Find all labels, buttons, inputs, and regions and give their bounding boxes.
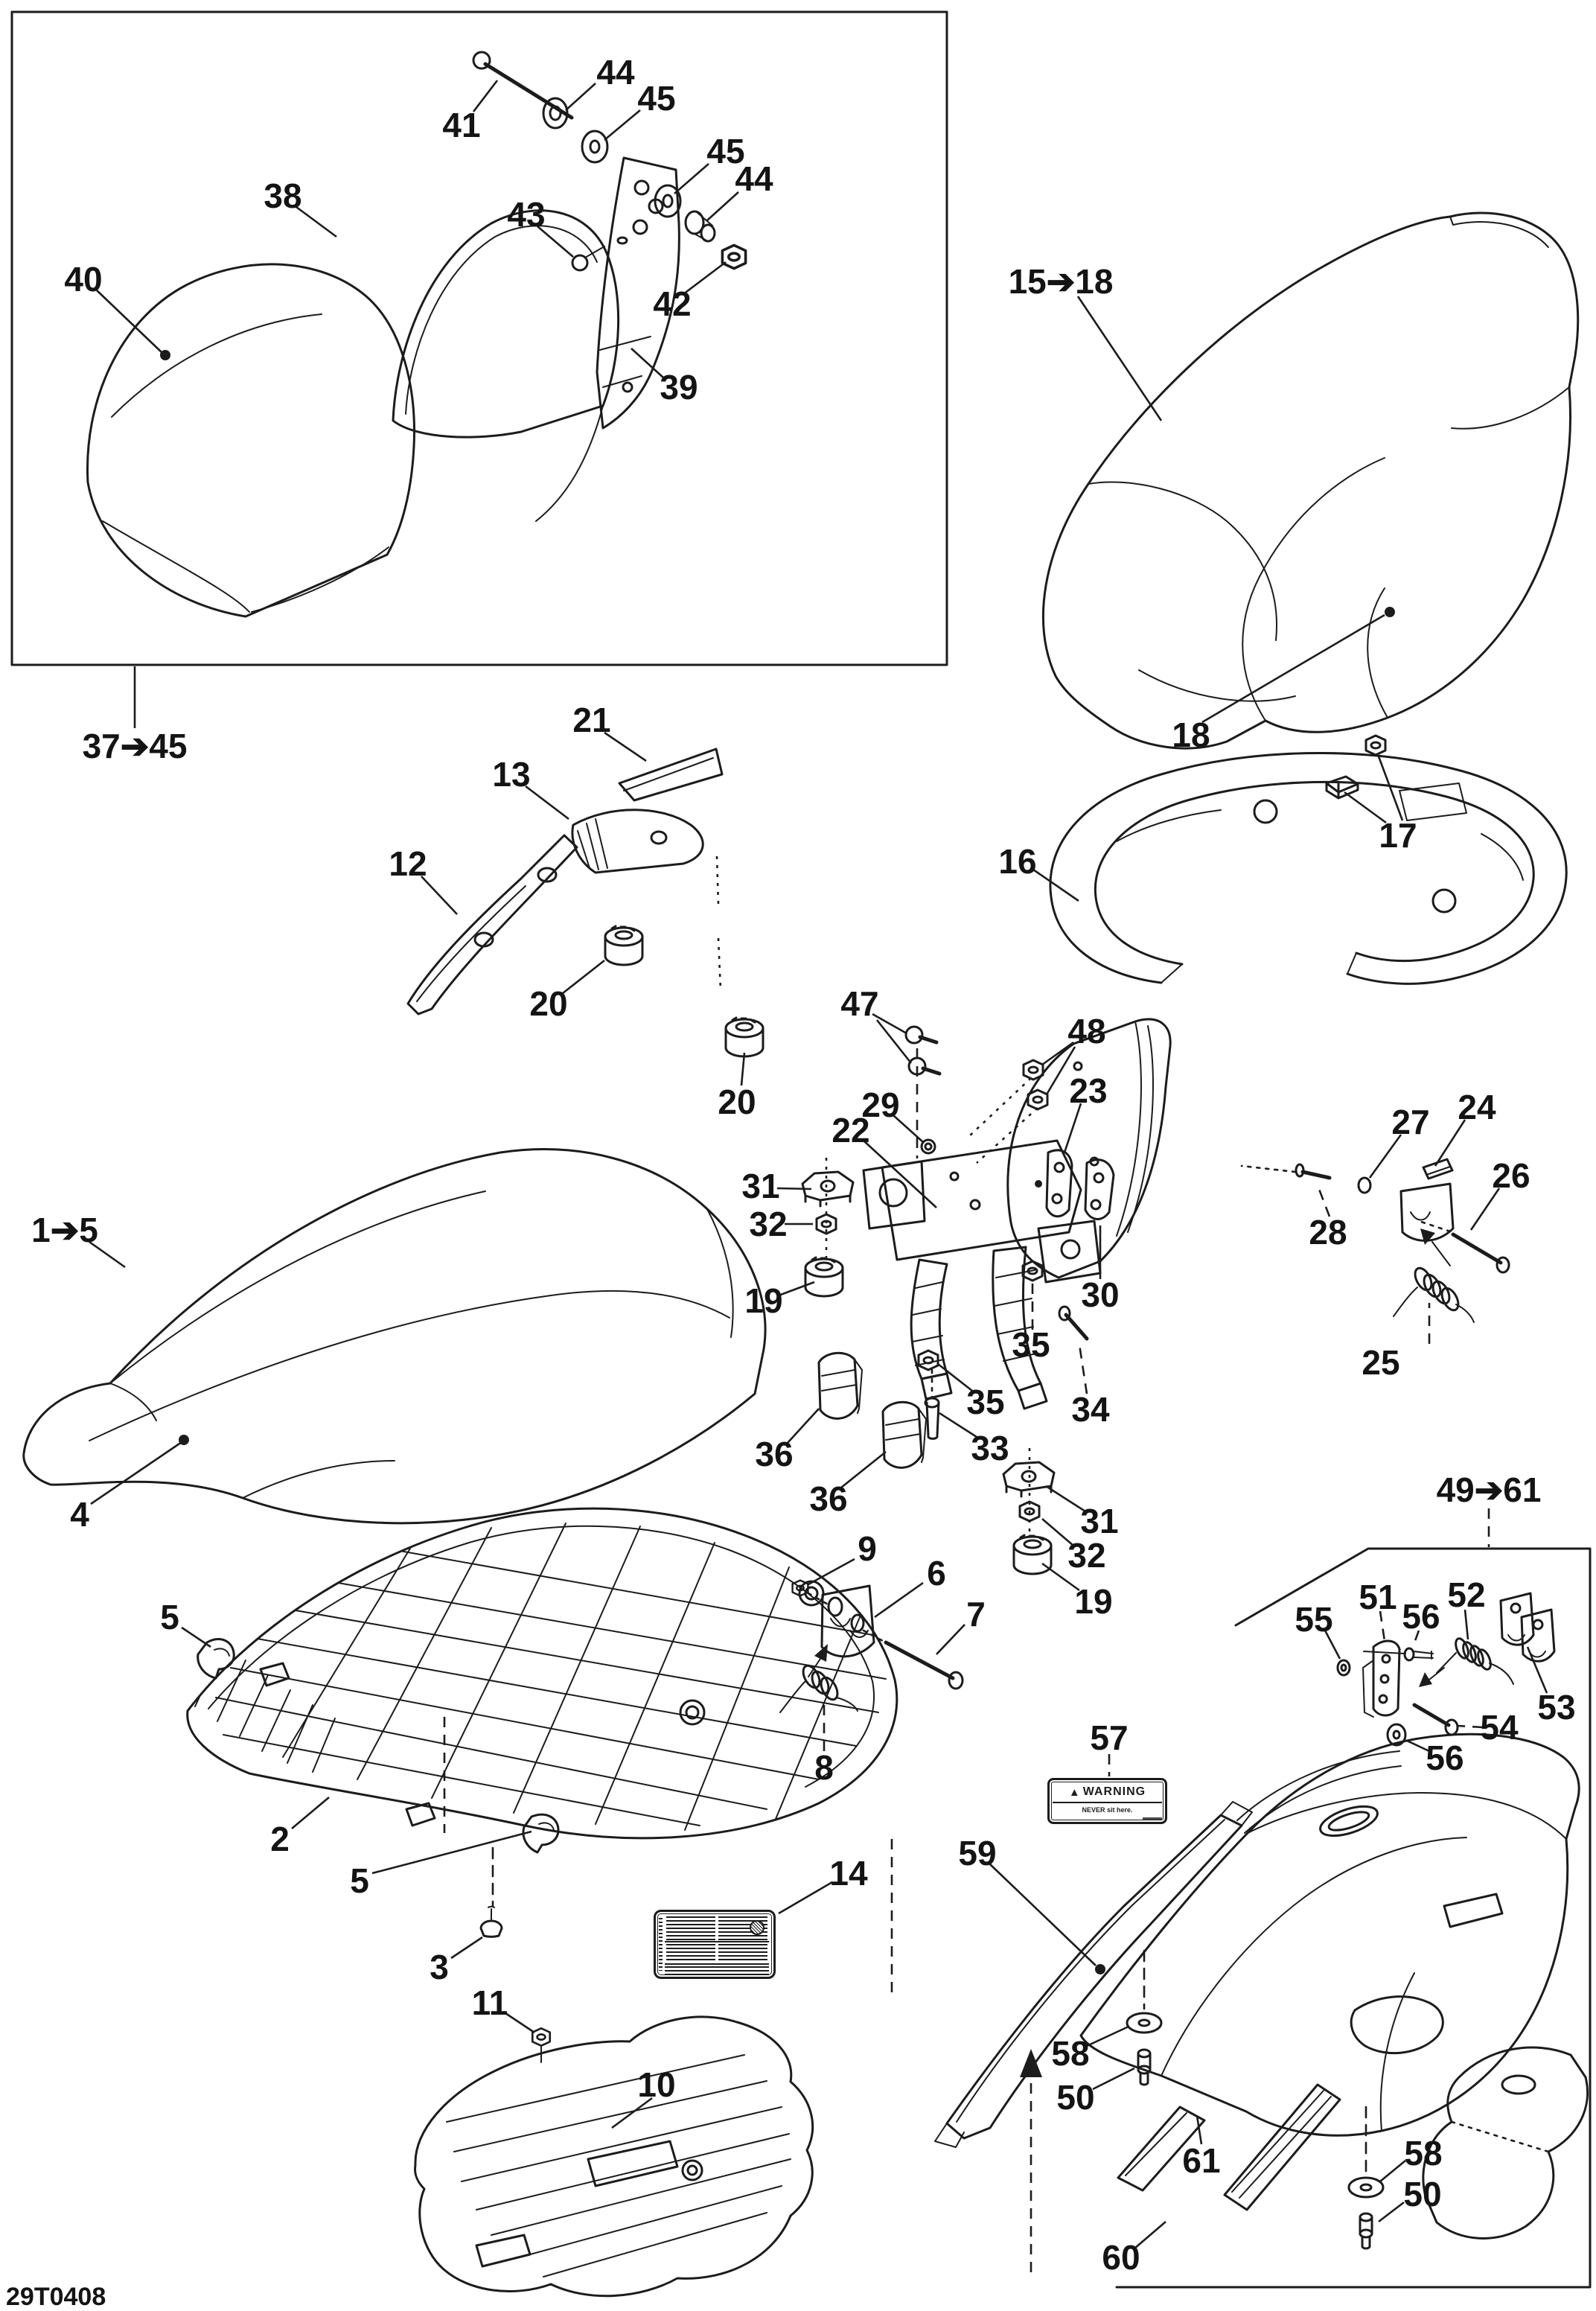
callout-56-63: 56 xyxy=(1426,1738,1464,1777)
callout-31-35: 31 xyxy=(1080,1502,1119,1540)
leader-28 xyxy=(1318,1185,1330,1217)
callout-34-30: 34 xyxy=(1071,1390,1110,1429)
warning-decal-title: WARNING xyxy=(1082,1785,1146,1798)
leader-24 xyxy=(1435,1120,1465,1166)
leader-31 xyxy=(777,1188,811,1189)
callout-14-53: 14 xyxy=(829,1854,868,1893)
callout-56-59: 56 xyxy=(1402,1597,1440,1636)
leader-44 xyxy=(566,83,596,110)
support-bracket-drawing xyxy=(1423,2047,1588,2238)
callout-21-15: 21 xyxy=(572,701,611,739)
bushing-20b-drawing xyxy=(726,1018,763,1056)
callout-19-37: 19 xyxy=(1074,1582,1113,1621)
callout-20-18: 20 xyxy=(529,984,568,1023)
leader-dot-18 xyxy=(1385,607,1395,617)
leader-5 xyxy=(372,1832,532,1873)
callout-43-5: 43 xyxy=(507,195,546,234)
rear-rack-drawing xyxy=(1050,753,1566,984)
microtext-block xyxy=(666,1944,715,1962)
latch-plate-30-drawing xyxy=(1085,1160,1114,1220)
seat-pan-drawing xyxy=(188,1508,897,1838)
callout-44-4: 44 xyxy=(735,159,773,198)
certification-decal-row3 xyxy=(665,1966,769,1977)
construction-line xyxy=(969,1078,1038,1163)
leader-dot-59 xyxy=(1095,1964,1105,1974)
certification-emblem-icon xyxy=(750,1920,765,1935)
hook-36b-drawing xyxy=(883,1402,926,1467)
callout-10-55: 10 xyxy=(637,2065,676,2104)
rack-fasteners-drawing xyxy=(1327,736,1385,798)
callout-24-43: 24 xyxy=(1458,1088,1496,1126)
leader-5 xyxy=(182,1628,211,1647)
callout-19-27: 19 xyxy=(744,1281,783,1320)
bushing-20a-drawing xyxy=(605,926,642,965)
callout-3-52: 3 xyxy=(430,1948,449,1986)
leader-58 xyxy=(1087,2027,1129,2046)
callout-49➔61-56: 49➔61 xyxy=(1436,1470,1542,1509)
seat-base-drawing xyxy=(24,1150,765,1523)
leader-20 xyxy=(563,960,604,993)
callout-28-45: 28 xyxy=(1309,1213,1347,1252)
callout-22-24: 22 xyxy=(831,1111,870,1150)
callout-4-48: 4 xyxy=(70,1495,89,1534)
leader-58 xyxy=(1380,2161,1405,2181)
warning-decal xyxy=(1047,1778,1167,1824)
callout-8-41: 8 xyxy=(814,1748,834,1787)
leader-59 xyxy=(990,1864,1096,1966)
callout-45-2: 45 xyxy=(637,79,676,118)
certification-decal-row2 xyxy=(665,1942,769,1965)
callout-58-69: 58 xyxy=(1404,2134,1443,2173)
callout-16-13: 16 xyxy=(998,842,1037,881)
callout-31-25: 31 xyxy=(741,1167,780,1205)
callout-2-49: 2 xyxy=(270,1820,290,1858)
callout-35-31: 35 xyxy=(966,1383,1005,1421)
callout-52-60: 52 xyxy=(1447,1575,1486,1614)
leader-36 xyxy=(841,1452,886,1488)
callout-54-62: 54 xyxy=(1480,1708,1519,1747)
certification-decal xyxy=(654,1910,776,1979)
callout-20-19: 20 xyxy=(718,1083,756,1121)
screws-47-drawing xyxy=(906,1027,939,1074)
callout-45-3: 45 xyxy=(706,132,745,170)
warning-decal-body: NEVER sit here. xyxy=(1082,1806,1133,1814)
callout-35-29: 35 xyxy=(1012,1325,1050,1364)
leader-2 xyxy=(292,1797,329,1829)
latch-bracket-6-drawing xyxy=(780,1581,963,1712)
callout-29-23: 29 xyxy=(861,1086,900,1124)
warning-decal-code-mark xyxy=(1143,1817,1162,1820)
leader-45 xyxy=(674,164,709,194)
callout-17-14: 17 xyxy=(1379,816,1417,855)
leader-dot-40 xyxy=(160,350,170,360)
callout-53-61: 53 xyxy=(1537,1688,1576,1727)
leader-14 xyxy=(779,1882,832,1913)
callout-25-46: 25 xyxy=(1362,1343,1400,1382)
nut-35b-drawing xyxy=(919,1351,938,1370)
leader-38 xyxy=(296,207,336,237)
callout-60-71: 60 xyxy=(1102,2238,1140,2277)
rivet-3-drawing xyxy=(481,1848,502,1937)
pad-13-drawing xyxy=(572,810,703,873)
warning-triangle-icon: ▲ xyxy=(1068,1785,1080,1799)
certification-decal-row1 xyxy=(665,1916,769,1942)
leader-31 xyxy=(1046,1486,1085,1511)
sill-60-drawing xyxy=(1225,2085,1340,2210)
leader-20 xyxy=(741,1053,744,1086)
washer-bolt-58-50b-drawing xyxy=(1349,2107,1383,2248)
callout-50-67: 50 xyxy=(1056,2078,1095,2117)
leader-52 xyxy=(1465,1610,1468,1639)
leader-4 xyxy=(91,1442,182,1504)
leader-61 xyxy=(1197,2116,1201,2144)
callout-58-66: 58 xyxy=(1051,2034,1090,2073)
callout-7-40: 7 xyxy=(966,1595,986,1633)
bolt-33-drawing xyxy=(925,1370,939,1438)
callout-40-9: 40 xyxy=(64,260,103,299)
leader-16 xyxy=(1033,870,1079,901)
callout-32-26: 32 xyxy=(749,1205,788,1243)
leader-50 xyxy=(1093,2068,1134,2089)
sheet-code: 29T0408 xyxy=(6,2283,106,2311)
leader-13 xyxy=(526,786,569,819)
microtext-block xyxy=(718,1944,767,1962)
callout-48-21: 48 xyxy=(1067,1012,1106,1051)
leader-15➔18 xyxy=(1078,296,1161,421)
latch-bracket-24-28-drawing xyxy=(1242,1159,1509,1322)
callout-51-58: 51 xyxy=(1359,1578,1397,1616)
main-seat-drawing xyxy=(1043,213,1577,748)
callout-5-51: 5 xyxy=(350,1861,369,1900)
callout-26-44: 26 xyxy=(1492,1156,1530,1195)
leader-23 xyxy=(1064,1103,1081,1153)
callout-6-39: 6 xyxy=(927,1554,946,1593)
clip-5b-drawing xyxy=(523,1814,558,1852)
bushing-19b-drawing xyxy=(1014,1535,1051,1574)
clip-5a-drawing xyxy=(198,1639,234,1678)
callout-41-0: 41 xyxy=(442,106,481,144)
latch-plate-23-drawing xyxy=(1047,1150,1072,1217)
callout-57-64: 57 xyxy=(1090,1718,1129,1757)
construction-line xyxy=(717,856,721,990)
callout-37➔45-10: 37➔45 xyxy=(82,727,188,765)
callout-47-20: 47 xyxy=(840,984,879,1023)
leader-7 xyxy=(936,1625,965,1654)
callout-50-70: 50 xyxy=(1403,2175,1442,2213)
leader-40 xyxy=(97,290,162,353)
callout-5-50: 5 xyxy=(160,1598,179,1636)
callout-36-33: 36 xyxy=(755,1435,794,1473)
callout-23-22: 23 xyxy=(1069,1071,1108,1110)
leader-6 xyxy=(875,1583,923,1617)
leader-50 xyxy=(1379,2202,1404,2222)
leader-17 xyxy=(1379,756,1402,820)
microtext-block xyxy=(666,1916,715,1940)
callout-15➔18-11: 15➔18 xyxy=(1008,262,1114,301)
callout-61-68: 61 xyxy=(1182,2141,1221,2180)
leader-54 xyxy=(1458,1726,1483,1727)
certification-decal-spine xyxy=(659,1918,663,1971)
callout-9-38: 9 xyxy=(858,1529,877,1568)
fastener-11-drawing xyxy=(532,2028,549,2062)
callout-36-34: 36 xyxy=(809,1479,848,1518)
felt-21-drawing xyxy=(619,749,722,800)
callout-39-7: 39 xyxy=(660,368,698,407)
callout-30-28: 30 xyxy=(1081,1275,1120,1314)
leader-22 xyxy=(864,1141,936,1208)
callout-33-32: 33 xyxy=(971,1429,1009,1467)
callout-1➔5-47: 1➔5 xyxy=(31,1211,98,1249)
callout-38-8: 38 xyxy=(264,176,302,215)
callout-13-16: 13 xyxy=(492,755,531,794)
bushing-19a-drawing xyxy=(805,1257,843,1296)
leader-45 xyxy=(604,110,640,140)
callout-11-54: 11 xyxy=(471,1983,508,2022)
leader-34 xyxy=(1079,1345,1087,1394)
backrest-cushion-drawing xyxy=(87,264,414,616)
leader-44 xyxy=(707,192,738,220)
callout-27-42: 27 xyxy=(1391,1103,1430,1141)
callout-44-1: 44 xyxy=(596,53,635,92)
callout-42-6: 42 xyxy=(653,284,692,323)
assembly-arrow-60 xyxy=(1020,2049,1042,2272)
callout-59-65: 59 xyxy=(958,1834,997,1872)
callout-55-57: 55 xyxy=(1295,1600,1333,1639)
callout-18-12: 18 xyxy=(1172,715,1210,754)
hook-36a-drawing xyxy=(819,1353,862,1418)
warning-decal-header xyxy=(1053,1782,1162,1803)
leader-3 xyxy=(451,1937,482,1958)
leader-18 xyxy=(1202,615,1385,722)
callout-12-17: 12 xyxy=(389,844,427,883)
foot-mat-drawing xyxy=(415,2017,813,2296)
callout-32-36: 32 xyxy=(1067,1536,1106,1575)
leader-dot-4 xyxy=(179,1435,189,1445)
callout-layer xyxy=(31,53,1575,2277)
